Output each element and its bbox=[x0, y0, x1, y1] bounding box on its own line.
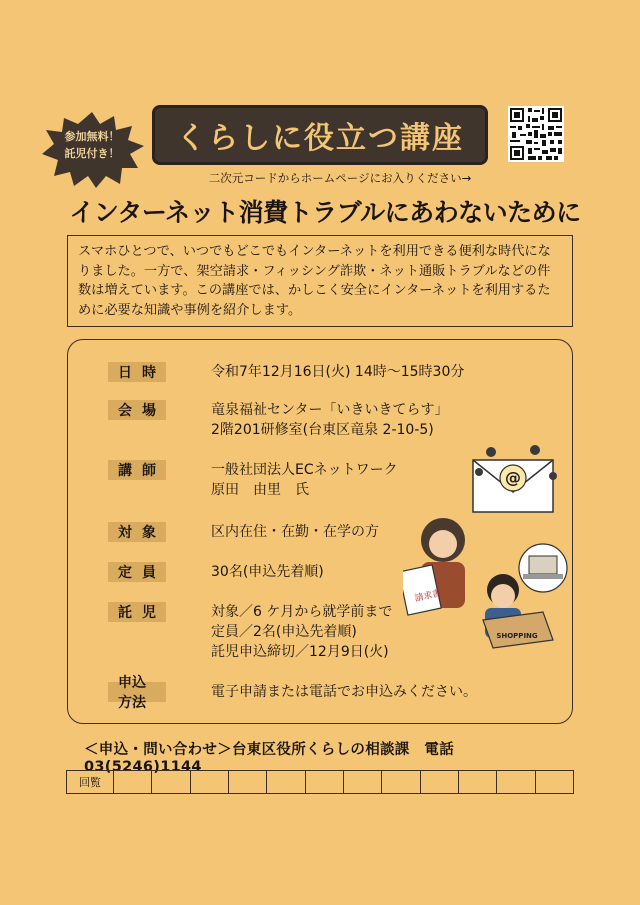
stamp-cell bbox=[191, 771, 229, 793]
qr-code[interactable] bbox=[508, 106, 564, 162]
value-application-method: 電子申請または電話でお申込みください。 bbox=[211, 684, 477, 700]
qr-code-icon bbox=[508, 106, 564, 162]
course-title: くらしに役立つ講座 bbox=[176, 121, 464, 156]
label-datetime: 日 時 bbox=[108, 362, 166, 382]
stamp-cell bbox=[152, 771, 190, 793]
circulation-label: 回覧 bbox=[67, 771, 114, 793]
envelope-icon bbox=[473, 445, 557, 512]
label-venue: 会 場 bbox=[108, 400, 166, 420]
at-sign: @ bbox=[505, 468, 521, 487]
stamp-cell bbox=[344, 771, 382, 793]
intro-text-box: スマホひとつで、いつでもどこでもインターネットを利用できる便利な時代になりました。一方で、架空請求・フィッシング詐欺・ネット通販トラブルなどの件数は増えています。この講座では、かしこく安全にインターネットを利用するために必要な知識や事例を紹介します。 bbox=[67, 235, 573, 327]
value-eligibility: 区内在住・在勤・在学の方 bbox=[211, 524, 379, 540]
circulation-stamp-table bbox=[66, 770, 574, 794]
badge-line-free: 参加無料！ bbox=[64, 130, 120, 143]
stamp-cell bbox=[421, 771, 459, 793]
label-childcare: 託 児 bbox=[108, 602, 166, 622]
stamp-cell bbox=[306, 771, 344, 793]
stamp-cell bbox=[267, 771, 305, 793]
free-childcare-badge bbox=[38, 110, 146, 190]
qr-instruction: 二次元コードからホームページにお入りください→ bbox=[208, 171, 472, 185]
value-venue: 竜泉福祉センター「いきいきてらす」 2階201研修室(台東区竜泉 2-10-5) bbox=[211, 402, 449, 438]
page-headline: インターネット消費トラブルにあわないために bbox=[69, 198, 581, 227]
label-eligibility: 対 象 bbox=[108, 522, 166, 542]
contact-info: ＜申込・問い合わせ＞台東区役所くらしの相談課 電話03(5246)1144 bbox=[84, 742, 454, 775]
invoice-label: 請求書 bbox=[413, 588, 443, 605]
value-datetime: 令和7年12月16日(火) 14時～15時30分 bbox=[211, 364, 465, 380]
stamp-cell bbox=[459, 771, 497, 793]
label-application-method: 申込方法 bbox=[108, 682, 166, 702]
badge-line-childcare: 託児付き！ bbox=[64, 147, 120, 160]
laptop-icon bbox=[519, 544, 567, 592]
stamp-cell bbox=[114, 771, 152, 793]
value-childcare: 対象／6 ケ月から就学前まで 定員／2名(申込先着順) 託児申込締切／12月9日(火) bbox=[211, 604, 393, 660]
woman-holding-invoice-icon bbox=[403, 518, 465, 615]
label-lecturer: 講 師 bbox=[108, 460, 166, 480]
course-title-banner bbox=[152, 105, 488, 165]
value-capacity: 30名(申込先着順) bbox=[211, 564, 324, 580]
label-capacity: 定 員 bbox=[108, 562, 166, 582]
shopping-box-label: SHOPPING bbox=[496, 632, 538, 640]
stamp-cell bbox=[382, 771, 420, 793]
stamp-cell bbox=[536, 771, 573, 793]
stamp-cell bbox=[497, 771, 535, 793]
event-details-box bbox=[67, 339, 573, 724]
value-lecturer: 一般社団法人ECネットワーク 原田 由里 氏 bbox=[211, 462, 398, 498]
stamp-cell bbox=[229, 771, 267, 793]
internet-trouble-illustration bbox=[403, 440, 573, 650]
